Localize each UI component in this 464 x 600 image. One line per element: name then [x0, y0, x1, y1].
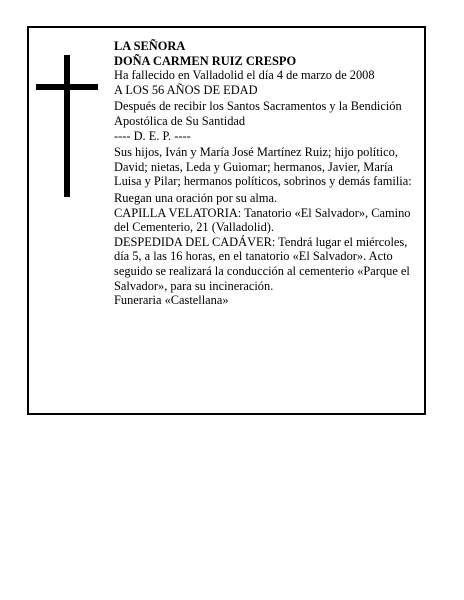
cross-vertical-bar — [64, 55, 70, 197]
rip-line: ---- D. E. P. ---- — [114, 128, 191, 143]
family-statement: Sus hijos, Iván y María José Martínez Ruiz; hijo político, David; nietas, Leda y Guiomar; hermanos, Javier, María Luisa y Pilar; hermanos políticos, sobrinos y demás familia: — [114, 145, 412, 189]
death-statement: Ha fallecido en Valladolid el día 4 de marzo de 2008 — [114, 68, 375, 83]
funeral-home: Funeraria «Castellana» — [114, 293, 229, 308]
chapel-info: CAPILLA VELATORIA: Tanatorio «El Salvador», Camino del Cementerio, 21 (Valladolid). — [114, 205, 411, 235]
prayer-request: Ruegan una oración por su alma. — [114, 190, 278, 205]
age-statement: A LOS 56 AÑOS DE EDAD — [114, 82, 258, 97]
sacraments-statement: Después de recibir los Santos Sacramentos y la Bendición Apostólica de Su Santidad — [114, 99, 402, 128]
cross-icon — [36, 55, 98, 197]
notice-title: LA SEÑORA — [114, 39, 186, 53]
farewell-info: DESPEDIDA DEL CADÁVER: Tendrá lugar el miércoles, día 5, a las 16 horas, en el tanatorio «El Salvador». Acto seguido se realizará la conducción al cementerio «Parque el Salvador», para su incineración. — [114, 234, 410, 293]
deceased-name: DOÑA CARMEN RUIZ CRESPO — [114, 53, 297, 68]
obituary-text — [114, 39, 420, 308]
cross-horizontal-bar — [36, 84, 98, 90]
